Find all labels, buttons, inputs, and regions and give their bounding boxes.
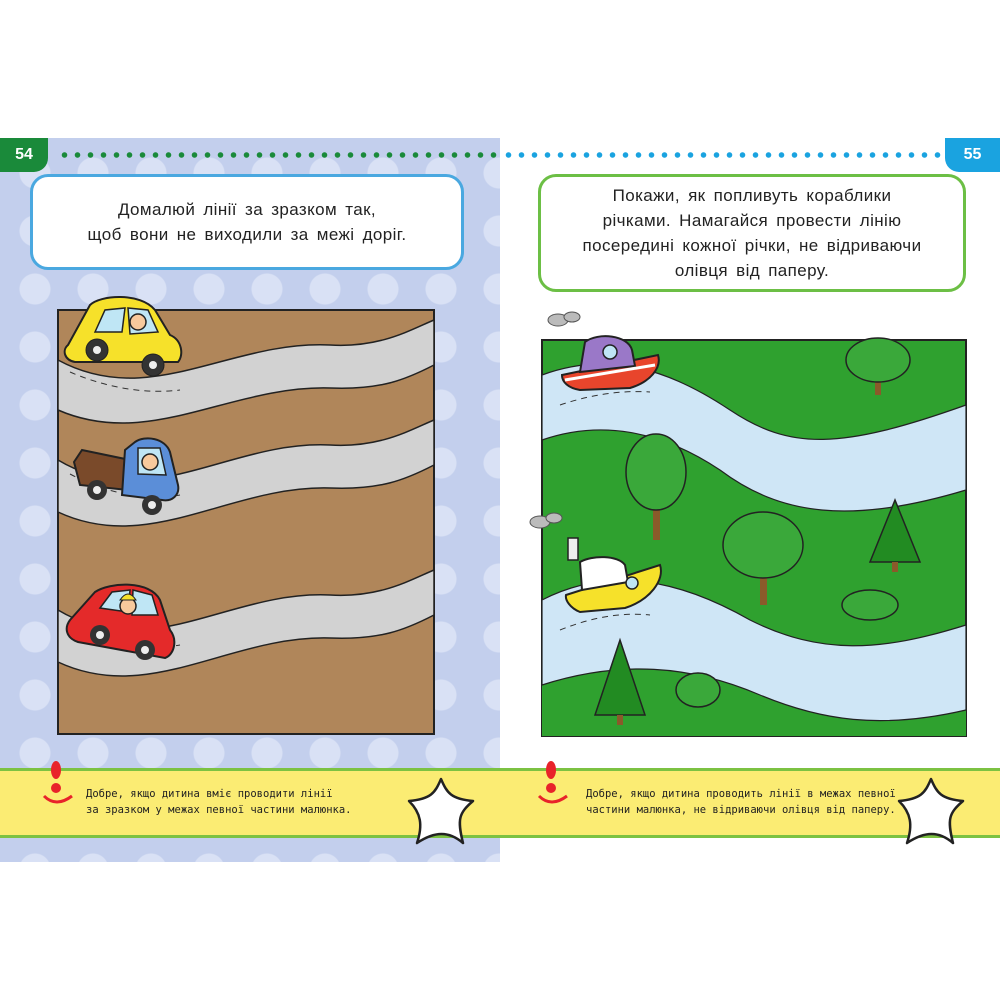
page-number-right: 55 — [945, 138, 1000, 172]
instruction-line: Покажи, як попливуть кораблики — [612, 186, 892, 205]
instruction-line: олівця від паперу. — [674, 261, 830, 280]
star-icon — [405, 775, 477, 847]
dotted-divider-left — [58, 150, 498, 160]
instruction-line: річками. Намагайся провести лінію — [602, 211, 902, 230]
note-line: Добре, якщо дитина вміє проводити лінії — [86, 788, 333, 800]
exclamation-icon — [42, 760, 82, 810]
note-line: за зразком у межах певної частини малюнка. — [86, 804, 352, 816]
note-line: Добре, якщо дитина проводить лінії в межах певної — [586, 788, 896, 800]
roads-panel — [0, 290, 500, 740]
note-line: частини малюнка, не відриваючи олівця від паперу. — [586, 804, 896, 816]
dotted-divider-right — [502, 150, 942, 160]
adult-note-left — [86, 786, 352, 818]
star-icon — [895, 775, 967, 847]
page-number-left: 54 — [0, 138, 48, 172]
instruction-line: посередині кожної річки, не відриваючи — [582, 236, 922, 255]
instruction-line: щоб вони не виходили за межі доріг. — [87, 225, 407, 244]
rivers-panel — [520, 300, 990, 745]
instruction-box-right — [538, 174, 966, 292]
exclamation-icon — [537, 760, 577, 810]
instruction-line: Домалюй лінії за зразком так, — [117, 200, 377, 219]
adult-note-right — [586, 786, 896, 818]
instruction-box-left — [30, 174, 464, 270]
